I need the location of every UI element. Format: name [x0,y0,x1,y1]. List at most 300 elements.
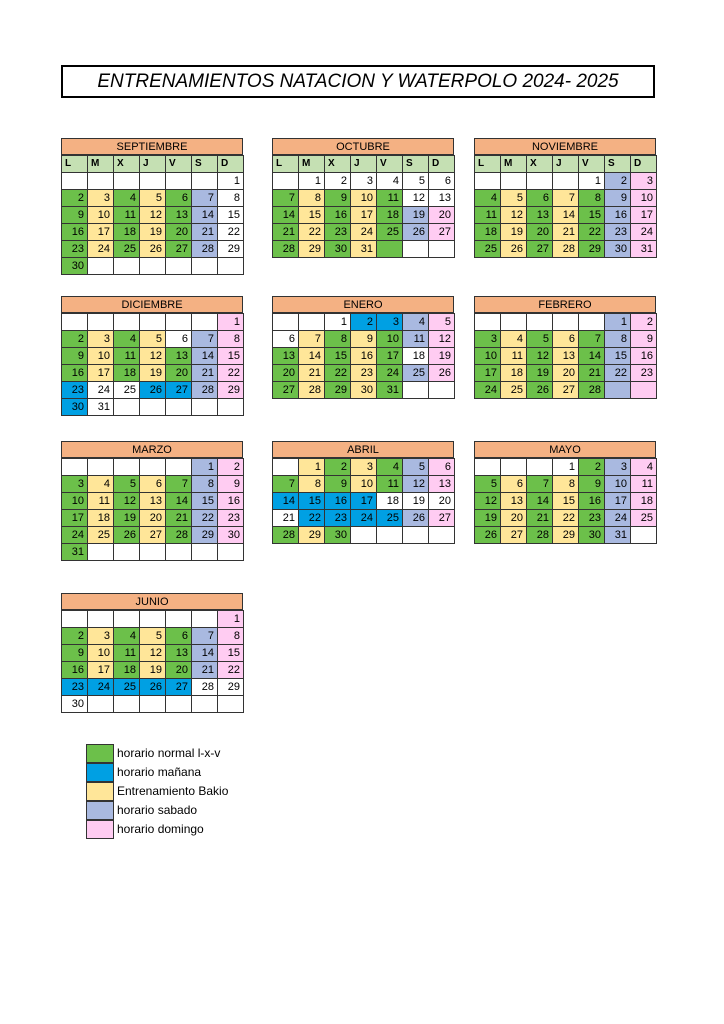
day-cell: 28 [191,240,218,258]
weekday-label: V [165,155,192,173]
day-cell: 10 [87,347,114,365]
day-cell: 30 [350,381,377,399]
day-cell: 4 [630,458,657,476]
empty-cell [165,458,192,476]
empty-cell [217,398,244,416]
day-cell: 15 [604,347,631,365]
day-cell: 24 [87,240,114,258]
weekday-header [474,155,656,172]
day-cell: 6 [165,330,192,348]
day-cell: 21 [272,223,299,241]
empty-cell [217,543,244,561]
day-cell: 10 [87,206,114,224]
day-cell: 25 [113,381,140,399]
day-cell: 30 [61,695,88,713]
day-cell: 21 [191,661,218,679]
day-cell: 26 [113,526,140,544]
day-cell: 25 [87,526,114,544]
empty-cell [428,240,455,258]
day-cell: 2 [350,313,377,331]
day-cell: 29 [191,526,218,544]
empty-cell [139,313,166,331]
day-cell: 8 [324,330,351,348]
day-cell: 11 [113,644,140,662]
day-cell: 14 [191,206,218,224]
day-cell: 7 [298,330,325,348]
day-cell: 11 [474,206,501,224]
day-cell: 10 [474,347,501,365]
month-enero [272,296,454,398]
empty-cell [526,458,553,476]
day-cell: 24 [350,223,377,241]
day-grid [61,313,243,415]
weekday-label: X [324,155,351,173]
day-grid [272,458,454,543]
weekday-label: S [402,155,429,173]
day-cell: 25 [500,381,527,399]
day-cell: 7 [272,475,299,493]
empty-cell [298,313,325,331]
day-cell: 13 [165,347,192,365]
legend [86,743,228,838]
day-cell: 12 [139,644,166,662]
day-cell: 30 [61,257,88,275]
day-cell: 3 [87,330,114,348]
weekday-label: J [139,155,166,173]
weekday-label: J [350,155,377,173]
day-cell: 13 [272,347,299,365]
day-cell: 6 [500,475,527,493]
weekday-label: L [474,155,501,173]
empty-cell [139,458,166,476]
day-cell: 18 [113,223,140,241]
day-cell: 9 [350,330,377,348]
day-cell: 16 [61,661,88,679]
day-cell: 10 [61,492,88,510]
month-febrero [474,296,656,398]
day-cell: 27 [139,526,166,544]
day-cell: 22 [191,509,218,527]
day-grid [61,172,243,274]
day-cell: 18 [113,661,140,679]
day-cell: 17 [376,347,403,365]
month-title: SEPTIEMBRE [61,138,243,155]
day-cell: 16 [604,206,631,224]
day-cell: 2 [61,627,88,645]
month-title: ABRIL [272,441,454,458]
day-cell: 1 [217,610,244,628]
day-cell: 26 [139,678,166,696]
day-cell: 31 [630,240,657,258]
day-cell: 3 [87,189,114,207]
weekday-label: D [630,155,657,173]
day-cell: 8 [578,189,605,207]
day-cell: 31 [61,543,88,561]
day-cell: 3 [630,172,657,190]
day-cell: 4 [500,330,527,348]
day-cell: 24 [87,381,114,399]
day-cell: 29 [578,240,605,258]
weekday-label: X [113,155,140,173]
day-cell: 4 [87,475,114,493]
empty-cell [113,257,140,275]
month-octubre [272,138,454,257]
day-cell: 22 [217,364,244,382]
day-cell: 4 [474,189,501,207]
day-cell: 23 [324,509,351,527]
day-cell: 6 [139,475,166,493]
day-cell: 13 [428,475,455,493]
day-cell: 7 [578,330,605,348]
day-cell: 17 [350,492,377,510]
day-cell: 2 [604,172,631,190]
day-cell: 13 [552,347,579,365]
day-cell: 19 [474,509,501,527]
day-cell: 29 [217,678,244,696]
empty-cell [474,313,501,331]
legend-item [86,781,228,800]
day-cell: 12 [402,189,429,207]
empty-cell [272,172,299,190]
month-title: MAYO [474,441,656,458]
day-cell: 23 [324,223,351,241]
empty-cell [191,610,218,628]
day-cell: 9 [324,475,351,493]
empty-cell [165,543,192,561]
day-cell: 3 [87,627,114,645]
day-cell: 25 [474,240,501,258]
day-cell: 22 [217,223,244,241]
empty-cell [61,458,88,476]
empty-cell [139,172,166,190]
day-cell: 11 [113,206,140,224]
month-title: MARZO [61,441,243,458]
day-grid [474,458,656,543]
day-cell: 24 [61,526,88,544]
day-cell: 21 [552,223,579,241]
weekday-label: M [500,155,527,173]
day-cell: 20 [552,364,579,382]
empty-cell [87,257,114,275]
day-cell: 9 [604,189,631,207]
day-cell: 22 [324,364,351,382]
day-cell: 27 [165,678,192,696]
day-cell: 2 [630,313,657,331]
empty-cell [87,695,114,713]
day-cell: 15 [217,206,244,224]
day-cell: 9 [61,206,88,224]
legend-label: horario mañana [117,764,202,779]
legend-swatch [86,801,114,820]
empty-cell [578,313,605,331]
day-cell: 5 [113,475,140,493]
day-cell: 7 [165,475,192,493]
empty-cell [113,172,140,190]
day-cell: 10 [350,475,377,493]
day-cell: 19 [139,223,166,241]
day-cell: 25 [630,509,657,527]
day-cell: 27 [526,240,553,258]
empty-cell [61,172,88,190]
day-cell: 8 [217,189,244,207]
day-cell: 5 [402,458,429,476]
day-cell: 16 [61,364,88,382]
day-cell: 21 [191,223,218,241]
day-cell: 17 [350,206,377,224]
day-cell: 22 [298,509,325,527]
day-cell: 10 [376,330,403,348]
day-cell: 13 [526,206,553,224]
empty-cell [61,313,88,331]
weekday-label: X [526,155,553,173]
month-diciembre [61,296,243,415]
day-cell: 29 [217,240,244,258]
empty-cell [113,313,140,331]
day-cell: 25 [376,509,403,527]
day-cell: 20 [165,223,192,241]
day-cell: 17 [87,364,114,382]
legend-label: horario domingo [117,821,204,836]
day-cell: 9 [61,347,88,365]
day-cell: 4 [402,313,429,331]
empty-cell [113,398,140,416]
day-cell: 3 [604,458,631,476]
day-grid [272,313,454,398]
month-abril [272,441,454,543]
day-cell: 29 [324,381,351,399]
empty-cell [474,172,501,190]
day-cell: 5 [139,627,166,645]
day-cell: 19 [428,347,455,365]
empty-cell [139,543,166,561]
empty-cell [402,240,429,258]
empty-cell [61,610,88,628]
day-cell: 1 [217,172,244,190]
day-cell: 11 [630,475,657,493]
empty-cell [500,313,527,331]
day-cell: 29 [217,381,244,399]
month-junio [61,593,243,712]
empty-cell [139,695,166,713]
day-cell: 3 [474,330,501,348]
day-cell: 11 [376,475,403,493]
day-cell: 3 [61,475,88,493]
empty-cell [500,458,527,476]
day-cell: 11 [402,330,429,348]
day-cell: 15 [217,644,244,662]
empty-cell [630,381,657,399]
day-cell: 20 [139,509,166,527]
month-septiembre [61,138,243,274]
month-title: NOVIEMBRE [474,138,656,155]
day-cell: 20 [428,492,455,510]
empty-cell [165,172,192,190]
day-cell: 30 [61,398,88,416]
day-cell: 22 [217,661,244,679]
day-cell: 19 [402,206,429,224]
day-cell: 26 [474,526,501,544]
day-cell: 14 [298,347,325,365]
day-cell: 4 [113,189,140,207]
day-cell: 16 [324,206,351,224]
month-title: OCTUBRE [272,138,454,155]
day-cell: 2 [61,330,88,348]
day-cell: 27 [552,381,579,399]
day-cell: 1 [217,313,244,331]
empty-cell [191,257,218,275]
day-cell: 1 [298,172,325,190]
empty-cell [428,381,455,399]
day-cell: 11 [87,492,114,510]
day-cell: 9 [630,330,657,348]
day-cell: 28 [165,526,192,544]
day-cell: 15 [217,347,244,365]
day-cell: 24 [474,381,501,399]
day-cell: 1 [191,458,218,476]
weekday-label: D [428,155,455,173]
day-cell: 22 [298,223,325,241]
day-cell: 14 [191,347,218,365]
day-cell: 11 [500,347,527,365]
empty-cell [165,398,192,416]
day-cell: 21 [578,364,605,382]
empty-cell [500,172,527,190]
day-cell: 24 [630,223,657,241]
day-cell: 15 [578,206,605,224]
weekday-label: J [552,155,579,173]
day-cell: 26 [402,223,429,241]
day-cell: 9 [578,475,605,493]
month-title: JUNIO [61,593,243,610]
day-cell: 28 [272,526,299,544]
legend-swatch [86,782,114,801]
day-cell: 16 [578,492,605,510]
weekday-label: L [272,155,299,173]
empty-cell [87,313,114,331]
day-cell: 20 [272,364,299,382]
day-cell: 27 [428,223,455,241]
day-cell: 25 [113,240,140,258]
day-cell: 2 [217,458,244,476]
day-cell: 27 [500,526,527,544]
empty-cell [604,381,631,399]
day-cell: 15 [552,492,579,510]
day-cell: 11 [376,189,403,207]
day-cell: 2 [578,458,605,476]
day-cell: 18 [376,492,403,510]
day-cell: 20 [428,206,455,224]
day-cell: 19 [402,492,429,510]
day-cell: 1 [552,458,579,476]
day-cell: 30 [324,526,351,544]
day-cell: 16 [350,347,377,365]
empty-cell [376,526,403,544]
weekday-label: V [578,155,605,173]
day-cell: 6 [272,330,299,348]
day-cell: 9 [217,475,244,493]
day-cell: 8 [604,330,631,348]
day-cell: 7 [272,189,299,207]
day-cell: 14 [526,492,553,510]
legend-item [86,762,228,781]
day-cell: 15 [298,206,325,224]
day-cell: 31 [87,398,114,416]
day-cell: 24 [604,509,631,527]
day-cell: 31 [350,240,377,258]
day-cell: 26 [500,240,527,258]
day-cell: 12 [402,475,429,493]
day-cell: 27 [428,509,455,527]
day-cell: 14 [272,492,299,510]
day-cell: 8 [217,330,244,348]
day-cell: 4 [113,627,140,645]
empty-cell [474,458,501,476]
day-cell: 23 [61,381,88,399]
day-cell: 28 [272,240,299,258]
day-cell: 1 [604,313,631,331]
day-cell: 26 [428,364,455,382]
empty-cell [376,240,403,258]
day-cell: 19 [500,223,527,241]
day-cell: 6 [165,189,192,207]
day-cell: 12 [500,206,527,224]
day-cell: 3 [350,458,377,476]
day-cell: 12 [526,347,553,365]
weekday-label: L [61,155,88,173]
empty-cell [552,313,579,331]
day-cell: 17 [61,509,88,527]
day-cell: 19 [139,661,166,679]
day-cell: 15 [324,347,351,365]
day-cell: 18 [87,509,114,527]
empty-cell [165,610,192,628]
day-cell: 9 [61,644,88,662]
day-cell: 18 [113,364,140,382]
day-cell: 29 [298,240,325,258]
day-cell: 25 [376,223,403,241]
day-cell: 8 [298,475,325,493]
day-cell: 20 [526,223,553,241]
day-cell: 6 [526,189,553,207]
day-cell: 23 [217,509,244,527]
empty-cell [165,695,192,713]
day-cell: 15 [191,492,218,510]
day-cell: 26 [526,381,553,399]
day-cell: 13 [165,206,192,224]
day-cell: 7 [526,475,553,493]
weekday-header [272,155,454,172]
day-cell: 28 [191,678,218,696]
day-cell: 8 [191,475,218,493]
empty-cell [272,313,299,331]
day-cell: 31 [604,526,631,544]
day-cell: 16 [324,492,351,510]
day-cell: 9 [324,189,351,207]
month-title: DICIEMBRE [61,296,243,313]
empty-cell [191,695,218,713]
empty-cell [526,172,553,190]
day-cell: 24 [376,364,403,382]
day-cell: 13 [500,492,527,510]
day-cell: 16 [217,492,244,510]
day-cell: 27 [165,381,192,399]
empty-cell [113,610,140,628]
day-cell: 18 [630,492,657,510]
day-cell: 4 [376,458,403,476]
day-cell: 24 [87,678,114,696]
empty-cell [217,695,244,713]
day-cell: 14 [578,347,605,365]
